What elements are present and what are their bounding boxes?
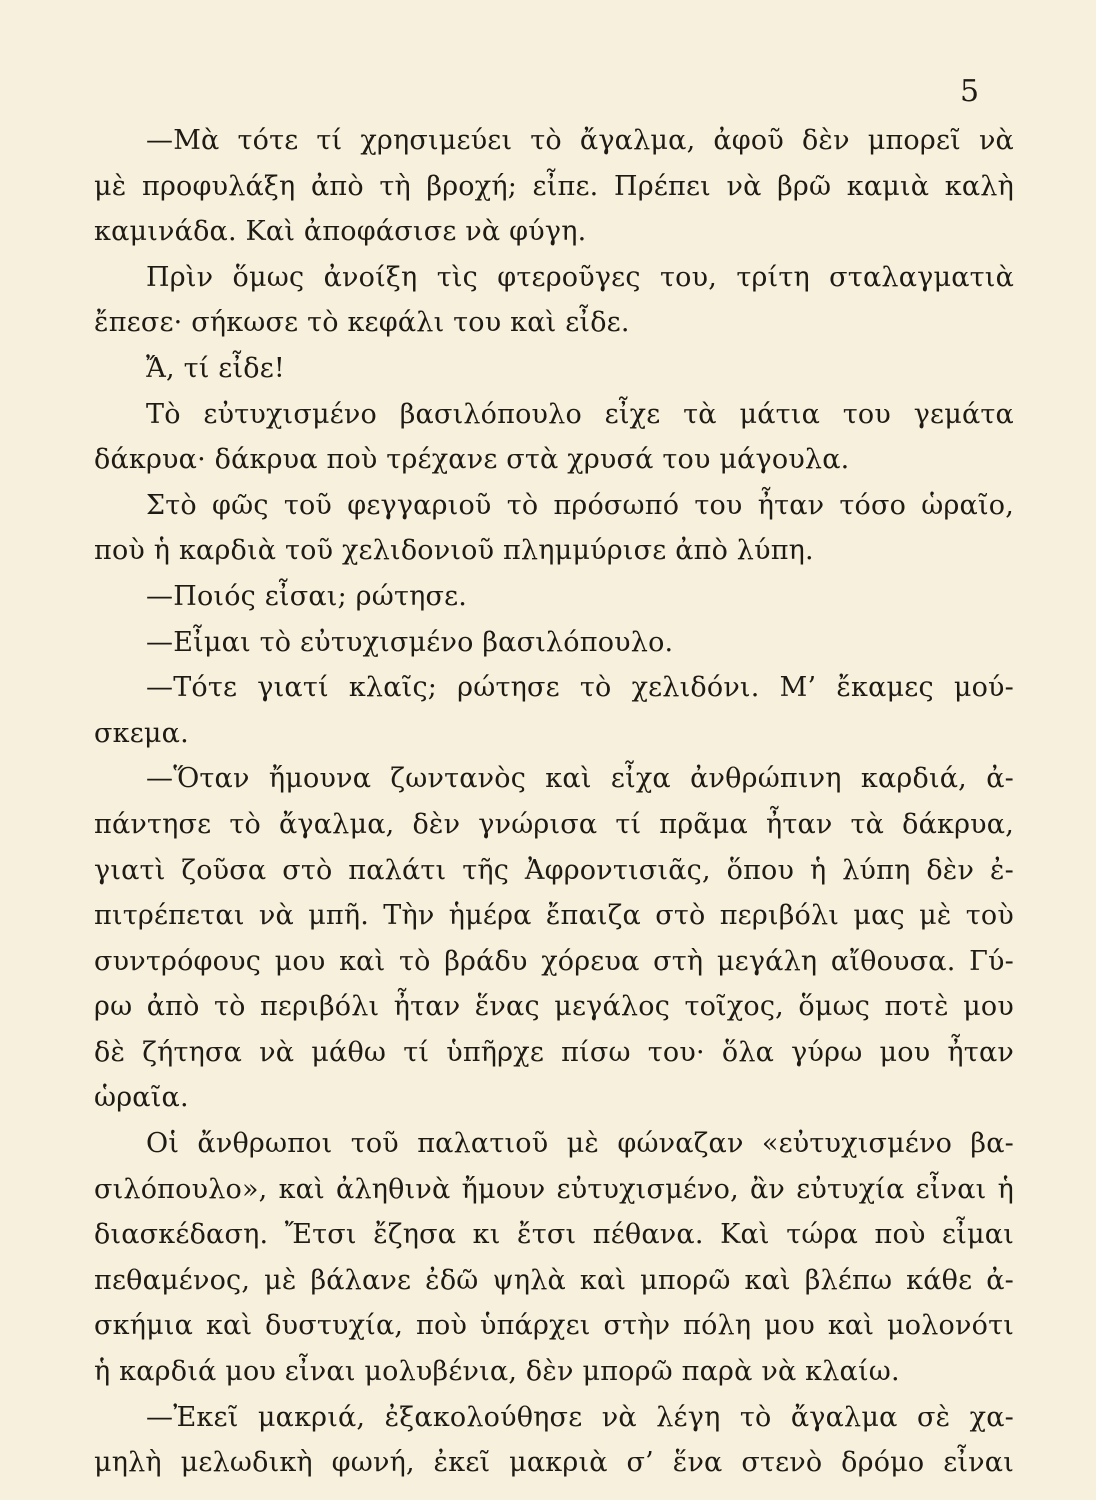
text-line: ὡραῖα. <box>94 1082 189 1114</box>
text-line: Στὸ φῶς τοῦ φεγγαριοῦ τὸ πρόσωπό του ἦταν τόσο ὡραῖο, <box>146 489 1014 521</box>
text-line: ἡ καρδιά μου εἶναι μολυβένια, δὲν μπορῶ παρὰ νὰ κλαίω. <box>94 1356 900 1388</box>
text-line: Ἄ, τί εἶδε! <box>146 352 285 384</box>
text-line: μὲ προφυλάξη ἀπὸ τὴ βροχή; εἶπε. Πρέπει νὰ βρῶ καμιὰ καλὴ <box>94 170 1014 202</box>
body-text <box>80 118 1014 1486</box>
text-line: —Ποιός εἶσαι; ρώτησε. <box>146 580 468 612</box>
text-line: πάντησε τὸ ἄγαλμα, δὲν γνώρισα τί πρᾶμα ἦταν τὰ δάκρυα, <box>94 808 1014 840</box>
text-line: δάκρυα· δάκρυα ποὺ τρέχανε στὰ χρυσά του μάγουλα. <box>94 444 850 476</box>
text-line: —Τότε γιατί κλαῖς; ρώτησε τὸ χελιδόνι. Μ’ ἔκαμες μού- <box>146 672 1014 704</box>
text-line: συντρόφους μου καὶ τὸ βράδυ χόρευα στὴ μεγάλη αἴθουσα. Γύ- <box>94 945 1014 977</box>
text-line: —Ἐκεῖ μακριά, ἐξακολούθησε νὰ λέγη τὸ ἄγαλμα σὲ χα- <box>146 1401 1014 1433</box>
text-line: σκεμα. <box>94 717 189 749</box>
text-line: δὲ ζήτησα νὰ μάθω τί ὑπῆρχε πίσω του· ὅλα γύρω μου ἦταν <box>94 1036 1014 1068</box>
text-line: Τὸ εὐτυχισμένο βασιλόπουλο εἶχε τὰ μάτια του γεμάτα <box>146 398 1014 430</box>
text-line: μηλὴ μελωδικὴ φωνή, ἐκεῖ μακριὰ σ’ ἕνα στενὸ δρόμο εἶναι <box>94 1447 1014 1479</box>
text-line: σιλόπουλο», καὶ ἀληθινὰ ἤμουν εὐτυχισμένο, ἂν εὐτυχία εἶναι ἡ <box>94 1173 1014 1205</box>
text-line: σκήμια καὶ δυστυχία, ποὺ ὑπάρχει στὴν πόλη μου καὶ μολονότι <box>94 1310 1014 1342</box>
page-number: 5 <box>960 74 980 109</box>
text-line: —Εἶμαι τὸ εὐτυχισμένο βασιλόπουλο. <box>146 626 674 658</box>
text-line: ποὺ ἡ καρδιὰ τοῦ χελιδονιοῦ πλημμύρισε ἀπὸ λύπη. <box>94 535 814 567</box>
text-line: πιτρέπεται νὰ μπῆ. Τὴν ἡμέρα ἔπαιζα στὸ περιβόλι μας μὲ τοὺ <box>94 900 1014 932</box>
text-line: —Μὰ τότε τί χρησιμεύει τὸ ἄγαλμα, ἀφοῦ δὲν μπορεῖ νὰ <box>146 125 1014 156</box>
text-line: ρω ἀπὸ τὸ περιβόλι ἦταν ἕνας μεγάλος τοῖχος, ὅμως ποτὲ μου <box>94 991 1014 1023</box>
text-line: Οἱ ἄνθρωποι τοῦ παλατιοῦ μὲ φώναζαν «εὐτυχισμένο βα- <box>146 1128 1014 1160</box>
text-line: καμινάδα. Καὶ ἀποφάσισε νὰ φύγη. <box>94 216 587 248</box>
text-line: πεθαμένος, μὲ βάλανε ἐδῶ ψηλὰ καὶ μπορῶ καὶ βλέπω κάθε ἀ- <box>94 1264 1014 1296</box>
text-line: γιατὶ ζοῦσα στὸ παλάτι τῆς Ἀφροντισιᾶς, ὅπου ἡ λύπη δὲν ἐ- <box>94 854 1014 886</box>
text-line: —Ὅταν ἤμουνα ζωντανὸς καὶ εἶχα ἀνθρώπινη καρδιά, ἀ- <box>146 763 1014 795</box>
text-line: διασκέδαση. Ἔτσι ἔζησα κι ἔτσι πέθανα. Καὶ τώρα ποὺ εἶμαι <box>94 1219 1014 1251</box>
text-line: ἔπεσε· σήκωσε τὸ κεφάλι του καὶ εἶδε. <box>94 307 630 339</box>
text-line: Πρὶν ὅμως ἀνοίξη τὶς φτεροῦγες του, τρίτη σταλαγματιὰ <box>146 261 1014 293</box>
